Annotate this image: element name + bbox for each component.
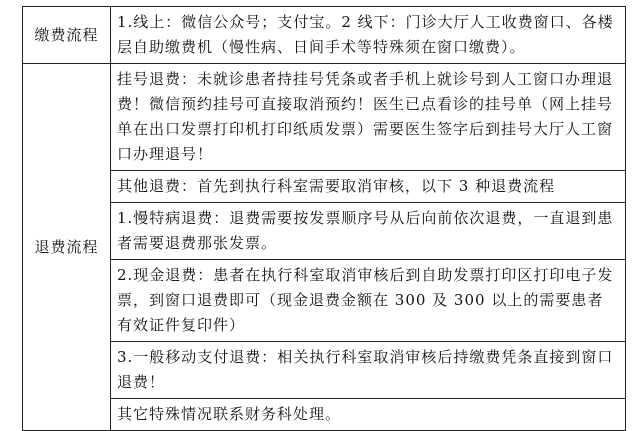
refund-chronic-cell xyxy=(111,203,626,260)
refund-other-text: 其他退费：首先到执行科室需要取消审核，以下 3 种退费流程 xyxy=(117,177,556,195)
refund-process-label xyxy=(23,64,111,431)
refund-mobile-cell xyxy=(111,342,626,399)
refund-row-cash xyxy=(23,260,626,342)
refund-label-text: 退费流程 xyxy=(34,237,99,256)
refund-row-other xyxy=(23,171,626,203)
refund-registration-cell xyxy=(111,64,626,171)
refund-special-cell xyxy=(111,399,626,431)
refund-cash-cell xyxy=(111,260,626,342)
process-table xyxy=(22,6,626,431)
refund-mobile-text: 3.一般移动支付退费：相关执行科室取消审核后持缴费凭条直接到窗口退费！ xyxy=(117,348,614,391)
refund-row-chronic xyxy=(23,203,626,260)
refund-chronic-text: 1.慢特病退费：退费需要按发票顺序号从后向前依次退费，一直退到患者需要退费那张发票。 xyxy=(117,209,614,252)
refund-row-registration xyxy=(23,64,626,171)
payment-process-label xyxy=(23,7,111,64)
payment-label-text: 缴费流程 xyxy=(34,25,99,44)
payment-process-content xyxy=(111,7,626,64)
refund-row-mobile xyxy=(23,342,626,399)
refund-registration-text: 挂号退费：未就诊患者持挂号凭条或者手机上就诊号到人工窗口办理退费！微信预约挂号可直接取消预约！医生已点看诊的挂号单（网上挂号单在出口发票打印机打印纸质发票）需要医生签字后到挂号大厅人工窗口办理退号！ xyxy=(117,70,614,163)
refund-other-cell xyxy=(111,171,626,203)
refund-special-text: 其它特殊情况联系财务科处理。 xyxy=(117,405,342,423)
refund-row-special xyxy=(23,399,626,431)
payment-row xyxy=(23,7,626,64)
payment-content-text: 1.线上：微信公众号；支付宝。2 线下：门诊大厅人工收费窗口、各楼层自助缴费机（慢性病、日间手术等特殊须在窗口缴费）。 xyxy=(117,13,614,56)
refund-cash-text: 2.现金退费：患者在执行科室取消审核后到自助发票打印区打印电子发票，到窗口退费即可（现金退费金额在 300 及 300 以上的需要患者有效证件复印件） xyxy=(117,266,614,334)
